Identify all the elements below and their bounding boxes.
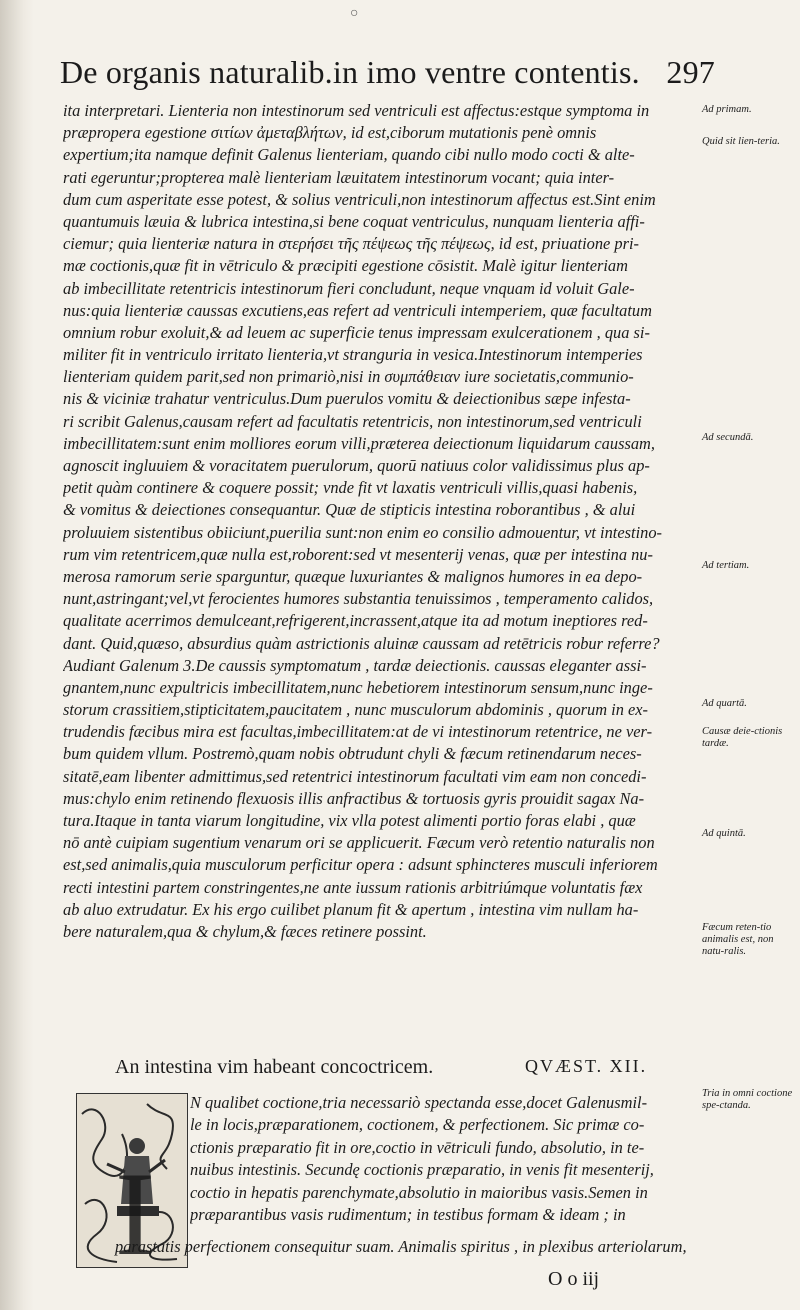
question-text-line: nuibus intestinis. Secundę coctionis præparatio, in venis fit mesenterij, <box>190 1160 654 1180</box>
running-head <box>60 54 715 91</box>
text-line: ri scribit Galenus,causam refert ad facultatis retentricis, non intestinorum,sed ventriculi <box>63 411 642 431</box>
text-line: ciemur; quia lienteriæ natura in στερήσει τῆς πέψεως τῆς πέψεως, id est, priuatione pri- <box>63 234 640 254</box>
text-line: mus:chylo enim retinendo flexuosis illis anfractibus & tortuosis gyris prouidit sagax Na- <box>63 788 645 808</box>
margin-note-ad-tertiam: Ad tertiam. <box>702 560 750 571</box>
text-line: storum crassitiem,stipticitatem,paucitatem , nunc musculorum abdominis , quorum in ex- <box>63 700 649 720</box>
text-line: petit quàm continere & coquere possit; vnde fit vt laxatis ventriculi villis,quasi habenis, <box>63 478 638 498</box>
margin-note-ad-primam: Ad primam. <box>702 104 752 115</box>
margin-note-faecum-retentio: Fæcum reten-tio animalis est, non natu-ralis. <box>702 922 774 957</box>
text-line: est,sed animalis,quia musculorum perficitur opera : adsunt sphincteres musculi inferiorem <box>63 855 658 875</box>
text-line: nō antè cuipiam sugentium venarum ori se applicuerit. Fæcum verò retentio naturalis non <box>63 833 655 853</box>
page-gutter-shadow <box>0 0 34 1310</box>
page-number: 297 <box>666 54 715 90</box>
signature-mark: O o iij <box>548 1268 600 1290</box>
question-label: QVÆST. XII. <box>525 1056 648 1076</box>
text-line: merosa ramorum serie sparguntur, quæque luxuriantes & malignos humores in ea depo- <box>63 566 643 586</box>
text-line: agnoscit ingluuiem & voracitatem puerulorum, quorū natiuus color validissimus plus ap- <box>63 456 650 475</box>
main-text-block <box>63 100 700 943</box>
text-line: militer fit in ventriculo irritato lienteria,vt stranguria in vesica.Intestinorum intemperies <box>63 345 643 365</box>
question-text-line: ctionis præparatio fit in ore,coctio in vētriculi fundo, absolutio, in te- <box>190 1137 645 1157</box>
text-line: proluuiem sistentibus obiiciunt,puerilia sunt:non enim eo consilio admouentur, vt intestino- <box>63 522 662 542</box>
text-line: expertium;ita namque definit Galenus lienteriam, quando cibi nullo modo cocti & alte- <box>63 145 635 165</box>
text-line: lienteriam quidem parit,sed non primariò,nisi in συμπάθειαν iure societatis,communio- <box>63 367 634 387</box>
text-line: rum vim retentricem,quæ nulla est,roborent:sed vt mesenterij venas, quæ per intestina nu- <box>63 544 653 564</box>
text-line: præpropera egestione σιτίων ἀμεταβλήτων, id est,ciborum mutationis penè omnis <box>63 123 597 143</box>
text-line: imbecillitatem:sunt enim molliores eorum villi,præterea deiectionum liquidarum caussam, <box>63 433 655 453</box>
final-line: parastatis perfectionem consequitur suam. Animalis spiritus , in plexibus arteriolarum, <box>115 1237 687 1256</box>
question-text-line: præparantibus vasis rudimentum; in testibus formam & ideam ; in <box>190 1204 626 1224</box>
text-line: dum cum asperitate esse potest, & solius ventriculi,non intestinorum affectus est.Sint enim <box>63 189 656 209</box>
text-line: bum quidem vllum. Postremò,quam nobis obtrudunt chyli & fæcum retinendarum neces- <box>63 744 642 764</box>
margin-note-ad-quintam: Ad quintā. <box>702 828 746 839</box>
text-line: nunt,astringant;vel,vt ferocientes humores substantia tenuissimos , temperamento calidos, <box>63 589 654 609</box>
top-mark: ○ <box>350 6 359 21</box>
margin-note-ad-quartam: Ad quartā. <box>702 698 747 709</box>
text-line: quantumuis læuia & lubrica intestina,si bene coquat ventriculus, nunquam lienteria affi- <box>63 211 645 231</box>
text-line: Audiant Galenum 3.De caussis symptomatum , tardæ deiectionis. caussas eleganter assi- <box>63 655 647 675</box>
text-line: bere naturalem,qua & chylum,& fæces retinere possint. <box>63 921 427 941</box>
text-line: gnantem,nunc expultricis imbecillitatem,nunc hebetiorem intestinorum sensum,nunc inge- <box>63 677 653 697</box>
question-heading <box>115 1056 715 1079</box>
text-line: nis & viciniæ trahatur ventriculus.Dum puerulos vomitu & deiectionibus sæpe infesta- <box>63 389 631 409</box>
margin-note-quid-sit-lienteria: Quid sit lien-teria. <box>702 136 780 147</box>
question-text-line: le in locis,præparationem, coctionem, & perfectionem. Sic primæ co- <box>190 1115 645 1135</box>
text-line: omnium robur exoluit,& ad leuem ac superficie tenus impressam exulcerationem , qua si- <box>63 322 650 342</box>
question-text-line: N qualibet coctione,tria necessariò spectanda esse,docet Galenusmil- <box>190 1093 648 1112</box>
text-line: ab imbecillitate retentricis intestinorum fieri concludunt, neque vnquam id voluit Gale- <box>63 278 635 298</box>
text-line: mæ coctionis,quæ fit in vētriculo & præcipiti egestione cōsistit. Malè igitur lienteriam <box>63 256 628 276</box>
text-line: ita interpretari. Lienteria non intestinorum sed ventriculi est affectus:estque symptoma in <box>63 101 650 120</box>
text-line: recti intestini partem constringentes,ne ante iussum rationis arbitriúmque voluntatis fæx <box>63 877 643 897</box>
margin-note-ad-secundam: Ad secundā. <box>702 432 754 443</box>
text-line: qualitate acerrimos demulceant,refrigerent,incrassent,atque ita ad motum ineptiores red- <box>63 611 648 631</box>
text-line: & vomitus & deiectiones consequantur. Quæ de stipticis intestina roborantibus , & alui <box>63 500 636 520</box>
text-line: nus:quia lienteriæ caussas excutiens,eas refert ad ventriculi intemperiem, quæ facultatum <box>63 300 652 320</box>
initial-letter: I <box>115 1147 155 1267</box>
question-text-line: coctio in hepatis parenchymate,absolutio in maioribus vasis.Semen in <box>190 1182 648 1202</box>
text-line: sitatē,eam libenter admittimus,sed retentrici intestinorum facultati vim eam non concedi- <box>63 766 647 786</box>
text-line: rati egeruntur;propterea malè lienteriam læuitatem intestinorum vocant; quia inter- <box>63 167 615 187</box>
margin-note-causae-deiectionis: Causæ deie-ctionis tardæ. <box>702 726 783 749</box>
text-line: tura.Itaque in tanta viarum longitudine, vix vlla potest alimenti portio foras elabi , quæ <box>63 811 636 830</box>
running-head-title: De organis naturalib.in imo ventre contentis. <box>60 54 640 90</box>
question-title: An intestina vim habeant concoctricem. <box>115 1056 434 1078</box>
margin-note-tria-in-omni: Tria in omni coctione spe-ctanda. <box>702 1088 793 1111</box>
question-text-block <box>190 1092 700 1226</box>
text-line: dant. Quid,quæso, absurdius quàm astrictionis aluinæ caussam ad retētricis robur referre? <box>63 633 660 653</box>
text-line: trudendis fæcibus mira est facultas,imbecillitatem:at de vi intestinorum retentrice, ne ver- <box>63 722 653 742</box>
text-line: ab aluo extrudatur. Ex his ergo cuilibet planum fit & apertum , intestina vim nullam ha- <box>63 899 639 919</box>
